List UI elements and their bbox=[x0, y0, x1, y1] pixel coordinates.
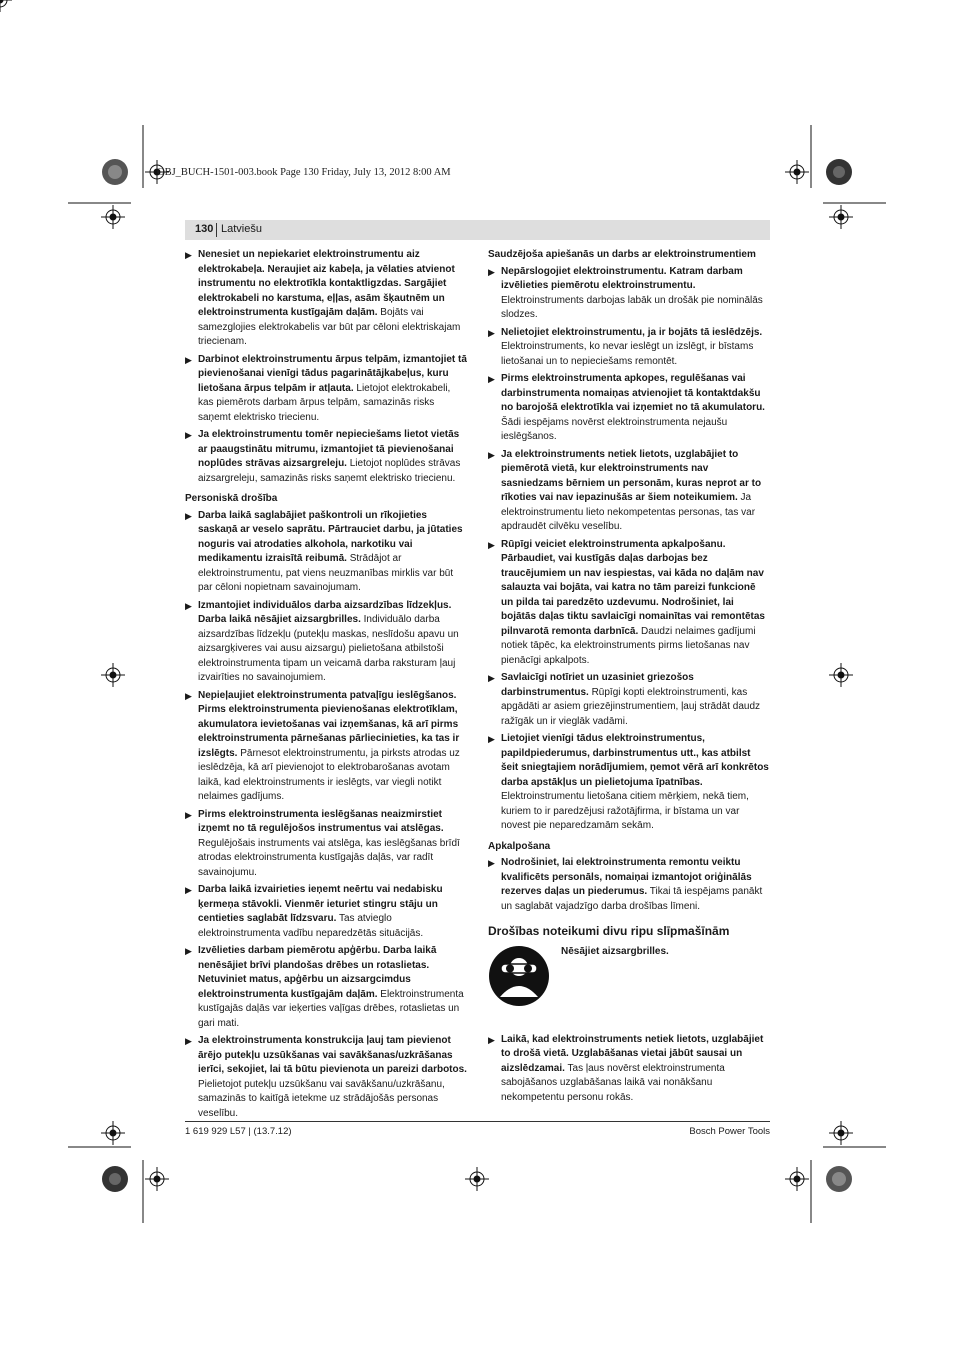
bullet-item bbox=[488, 538, 770, 669]
header-divider bbox=[216, 223, 217, 237]
triangle-right-icon: ▶ bbox=[185, 690, 192, 701]
bullet-normal-text: Rūpīgi kopti elektroinstrumenti, kas apgādāti ar asiem griezējinstrumentiem, ļauj strādāt daudz ražīgāk un ir vieglāk vadāmi. bbox=[501, 686, 761, 727]
bullet-normal-text: Elektroinstrumentu lietošana citiem mērķiem, nekā tiem, kuriem to ir paredzējusi ražotājfirma, ir bīstama un var novest pie neparedzamām sekām. bbox=[501, 791, 749, 831]
bullet-normal-text: Tas ļaus novērst elektroinstrumenta sabojāšanos uzglabāšanas laikā vai nonākšanu nekompetentu personu rokās. bbox=[501, 1062, 725, 1103]
bullet-normal-text: Elektroinstruments darbojas labāk un drošāk pie nominālās slodzes. bbox=[501, 294, 763, 320]
bullet-normal-text: Bojāts vai samezglojies elektrokabelis var būt par cēloni elektriskajam triecienam. bbox=[198, 307, 461, 347]
bullet-normal-text: Individuālo darba aizsardzības līdzekļu (putekļu maskas, neslīdošu apavu un aizsargķiveres vai ausu aizsargu) pielietošana atbilstoši elektroinstrumenta tipam un veicamā darba raksturam ļauj izvairīties no savainojumiem. bbox=[198, 614, 459, 683]
bullet-bold-text: Laikā, kad elektroinstruments netiek lietots, uzglabājiet to drošā vietā. Uzglabāšanas vietai jābūt sausai un aizslēdzamai. bbox=[501, 1033, 764, 1074]
bullet-normal-text: Tas atvieglo elektroinstrumenta vadību neparedzētās situācijās. bbox=[198, 913, 424, 939]
bullet-bold-text: Ja elektroinstrumentu tomēr nepieciešams lietot vietās ar paaugstinātu mitrumu, izmantojiet tā pievienošanai noplūdes strāvas aizsargreleju. bbox=[198, 429, 460, 469]
bullet-normal-text: Pielietojot putekļu uzsūkšanu vai savākšanu/uzkrāšanu, samazinās to kaitīgā ietekme uz strādājošās personas veselību. bbox=[198, 1078, 445, 1119]
triangle-right-icon: ▶ bbox=[488, 858, 495, 868]
goggles-notice bbox=[488, 945, 770, 1013]
triangle-right-icon: ▶ bbox=[185, 250, 192, 260]
bullet-normal-text: Ja elektroinstrumentu lieto nekompetentas personas, tas var apdraudēt cilvēku veselību. bbox=[501, 492, 756, 532]
bullet-bold-text: Izmantojiet individuālos darba aizsardzības līdzekļus. Darba laikā nēsājiet aizsargbrilles. bbox=[198, 599, 452, 625]
bullet-bold-text: Darba laikā saglabājiet paškontroli un rīkojieties saskaņā ar veselo saprātu. Pārtrauciet darbu, ja jūtaties noguris vai atrodaties alkohola, narkotiku vai medikamentu izraisītā reibumā. bbox=[198, 509, 463, 564]
bullet-item bbox=[185, 248, 467, 350]
bullet-bold-text: Rūpīgi veiciet elektroinstrumenta apkalpošanu. Pārbaudiet, vai kustīgās daļas darbojas bez traucējumiem un nav iespiestas, vai kāda no daļām nav salauzta vai bojāta, vai katra no tām pareizi funkcionē un pilda tai paredzēto uzdevumu. Nodrošiniet, lai bojātās daļas tiktu savlaicīgi nomainītas vai remontētas pilnvarotā remonta darbnīcā. bbox=[501, 538, 765, 637]
footer-brand: Bosch Power Tools bbox=[689, 1126, 770, 1137]
goggles-caption: Nēsājiet aizsargbrilles. bbox=[561, 945, 669, 957]
triangle-right-icon: ▶ bbox=[185, 946, 192, 956]
bullet-normal-text: Elektroinstruments, ko nevar ieslēgt un izslēgt, ir bīstams lietošanai un to nepieciešams remontēt. bbox=[501, 341, 754, 367]
bullet-normal-text: Šādi iespējams novērst elektroinstrumenta nejaušu ieslēgšanos. bbox=[501, 416, 728, 442]
section-heading: Personiskā drošība bbox=[185, 493, 278, 504]
triangle-right-icon: ▶ bbox=[185, 600, 192, 611]
bullet-bold-text: Lietojiet vienīgi tādus elektroinstrumentus, papildpiederumus, darbinstrumentus utt., kas atbilst šeit sniegtajiem norādījumiem, ņemot vērā arī konkrētos darba apstākļus un pielietojuma īpatnības. bbox=[501, 733, 769, 788]
bullet-bold-text: Pirms elektroinstrumenta ieslēgšanas neaizmirstiet izņemt no tā regulējošos instrumentus vai atslēgas. bbox=[198, 808, 444, 834]
bullet-normal-text: Regulējošais instruments vai atslēga, kas ieslēgšanas brīdī atrodas elektroinstrumenta kustīgajās daļās, var radīt savainojumu. bbox=[198, 837, 460, 878]
bullet-bold-text: Pirms elektroinstrumenta apkopes, regulēšanas vai darbinstrumenta nomaiņas atvienojiet tā kontaktdakšu no barojošā elektrotīkla vai izņemiet no tā akumulatoru. bbox=[501, 373, 765, 413]
bullet-bold-text: Ja elektroinstruments netiek lietots, uzglabājiet to piemērotā vietā, kur elektroinstruments nav sasniedzams bērniem un personām, kuras neprot ar to rīkoties vai nav iepazinušās ar šiem noteikumiem. bbox=[501, 448, 762, 503]
bullet-item bbox=[488, 1033, 770, 1106]
bullet-bold-text: Izvēlieties darbam piemērotu apģērbu. Darba laikā nenēsājiet brīvi plandošas drēbes un rotaslietas. Netuviniet matus, apģērbu un aizsargcimdus elektroinstrumenta kustīgajām daļām. bbox=[198, 945, 437, 1000]
safety-goggles-icon bbox=[488, 945, 550, 1007]
section-heading: Saudzējoša apiešanās un darbs ar elektroinstrumentiem bbox=[488, 249, 756, 260]
bullet-item bbox=[185, 428, 467, 486]
triangle-right-icon: ▶ bbox=[488, 449, 495, 460]
bullet-item bbox=[185, 944, 467, 1031]
bullet-bold-text: Darbinot elektroinstrumentu ārpus telpām, izmantojiet tā pievienošanai vienīgi tādus pagarinātājkabeļus, kuru lietošana ārpus telpām ir atļauta. bbox=[198, 353, 467, 394]
bullet-item bbox=[185, 1034, 467, 1121]
bullet-normal-text: Tikai tā iespējams panākt un saglabāt vajadzīgo darba drošības līmeni. bbox=[501, 886, 763, 912]
section-heading: Apkalpošana bbox=[488, 840, 551, 852]
bullet-item bbox=[488, 265, 770, 323]
bullet-bold-text: Nodrošiniet, lai elektroinstrumenta remontu veiktu kvalificēts personāls, nomaiņai izmantojot oriģinālās rezerves daļas un piederumus. bbox=[501, 857, 752, 897]
triangle-right-icon: ▶ bbox=[488, 327, 495, 338]
footer-rule bbox=[185, 1121, 770, 1122]
bullet-item bbox=[488, 671, 770, 729]
triangle-right-icon: ▶ bbox=[185, 510, 192, 521]
left-column bbox=[185, 248, 467, 1124]
bullet-bold-text: Nepieļaujiet elektroinstrumenta patvaļīgu ieslēgšanos. Pirms elektroinstrumenta pievienošanas elektrotīklam, akumulatora ievietošanas vai izņemšanas, kā arī pirms elektroinstrumenta pārnešanas pārliecinieties, ka tas ir izslēgts. bbox=[198, 689, 460, 759]
bullet-normal-text: Pārnesot elektroinstrumentu, ja pirksts atrodas uz ieslēdzēja, kā arī pievienojot to elektrobarošanas avotam laikā, kad elektroinstruments ir ieslēgts, var viegli notikt nelaimes gadījums. bbox=[198, 747, 460, 802]
print-header: OBJ_BUCH-1501-003.book Page 130 Friday, July 13, 2012 8:00 AM bbox=[157, 167, 451, 178]
bullet-item bbox=[488, 448, 770, 535]
right-column bbox=[488, 248, 770, 1108]
subsection-title: Drošības noteikumi divu ripu slīpmašīnām bbox=[488, 924, 730, 938]
language-label: Latviešu bbox=[221, 223, 262, 235]
bullet-bold-text: Nenesiet un nepiekariet elektroinstrumentu aiz elektrokabeļa. Neraujiet aiz kabeļa, ja vēlaties atvienot instrumentu no elektrotīkla kontaktligzdas. Sargājiet elektrokabeli no karstuma, eļļas, asām šķautnēm un elektroinstrumenta kustīgajām daļām. bbox=[198, 249, 455, 318]
triangle-right-icon: ▶ bbox=[185, 809, 192, 820]
bullet-normal-text: Daudzi nelaimes gadījumi notiek tāpēc, ka elektroinstruments pirms lietošanas nav pienācīgi apkalpots. bbox=[501, 625, 756, 666]
triangle-right-icon: ▶ bbox=[488, 673, 495, 683]
bullet-item bbox=[185, 353, 467, 426]
triangle-right-icon: ▶ bbox=[185, 1036, 192, 1046]
triangle-right-icon: ▶ bbox=[185, 885, 192, 895]
bullet-normal-text: Lietojot noplūdes strāvas aizsargreleju, samazinās risks saņemt elektrisko triecienu. bbox=[198, 458, 461, 484]
triangle-right-icon: ▶ bbox=[488, 1034, 495, 1045]
page-header-band bbox=[185, 220, 770, 240]
triangle-right-icon: ▶ bbox=[488, 734, 495, 744]
bullet-bold-text: Nepārslogojiet elektroinstrumentu. Katram darbam izvēlieties piemērotu elektroinstrumentu. bbox=[501, 265, 743, 291]
triangle-right-icon: ▶ bbox=[488, 374, 495, 384]
bullet-item bbox=[488, 372, 770, 445]
bullet-item bbox=[488, 856, 770, 914]
bullet-bold-text: Ja elektroinstrumenta konstrukcija ļauj tam pievienot ārējo putekļu uzsūkšanas vai savākšanas/uzkrāšanas ierīci, sekojiet, lai tā būtu pievienota un pareizi darbotos. bbox=[198, 1035, 467, 1075]
bullet-item bbox=[185, 599, 467, 686]
bullet-item bbox=[185, 689, 467, 805]
bullet-item bbox=[185, 509, 467, 596]
triangle-right-icon: ▶ bbox=[185, 430, 192, 440]
bullet-bold-text: Savlaicīgi notīriet un uzasiniet griezošos darbinstrumentus. bbox=[501, 672, 694, 698]
triangle-right-icon: ▶ bbox=[488, 539, 495, 550]
footer-doc-code: 1 619 929 L57 | (13.7.12) bbox=[185, 1126, 292, 1137]
bullet-item bbox=[185, 808, 467, 881]
triangle-right-icon: ▶ bbox=[488, 266, 495, 277]
bullet-bold-text: Darba laikā izvairieties ieņemt neērtu vai nedabisku ķermeņa stāvokli. Vienmēr ieturiet stingru stāju un centieties saglabāt līdzsvaru. bbox=[198, 884, 443, 924]
bullet-normal-text: Strādājot ar elektroinstrumentu, pat viens neuzmanības mirklis var būt par cēloni nopietnam savainojumam. bbox=[198, 553, 454, 593]
bullet-bold-text: Nelietojiet elektroinstrumentu, ja ir bojāts tā ieslēdzējs. bbox=[501, 326, 763, 338]
bullet-normal-text: Lietojot elektrokabeli, kas piemērots darbam ārpus telpām, samazinās risks saņemt elektrisko triecienu. bbox=[198, 382, 451, 423]
bullet-item bbox=[488, 732, 770, 834]
triangle-right-icon: ▶ bbox=[185, 354, 192, 365]
bullet-normal-text: Elektroinstrumenta kustīgajās daļās var ieķerties vaļīgas drēbes, rotaslietas un gari mati. bbox=[198, 988, 464, 1029]
bullet-item bbox=[488, 326, 770, 370]
page-number: 130 bbox=[195, 223, 214, 235]
bullet-item bbox=[185, 883, 467, 941]
